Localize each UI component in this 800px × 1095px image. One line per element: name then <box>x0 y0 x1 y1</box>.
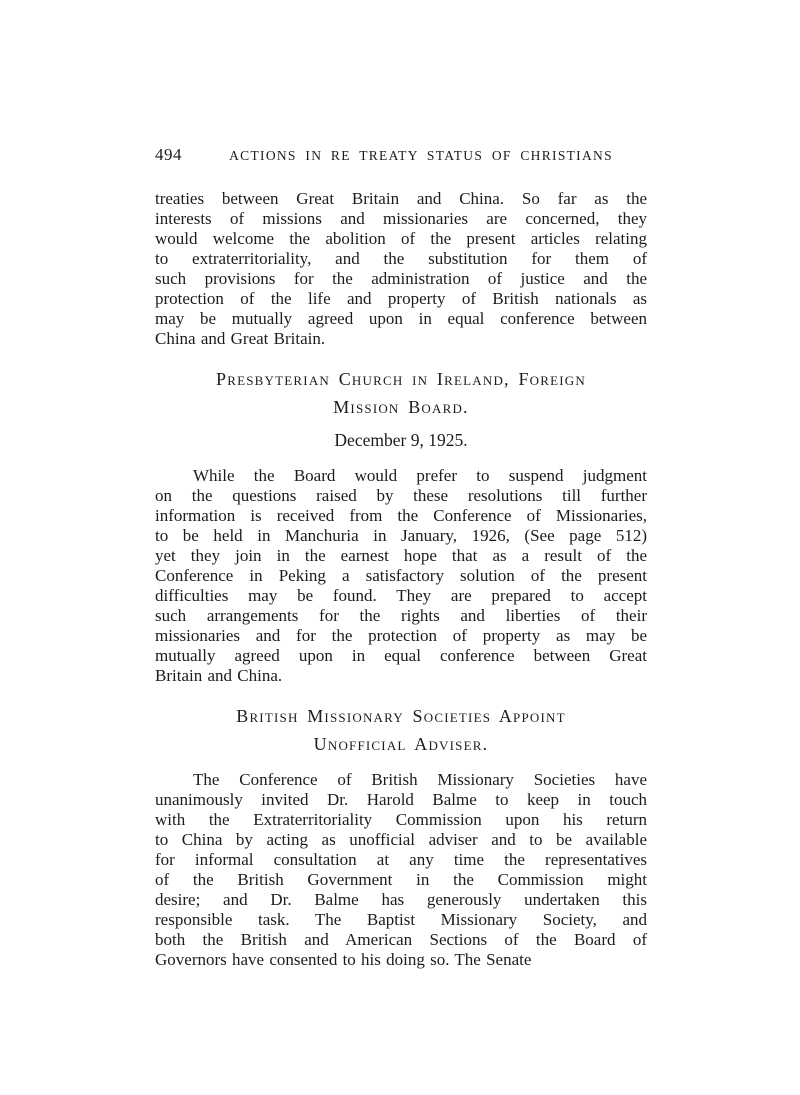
text-line: Conference in Peking a satisfactory solution of the present <box>155 566 647 585</box>
text-line: mutually agreed upon in equal conference between Great <box>155 646 647 665</box>
page-content <box>155 145 647 970</box>
paragraph-british-societies <box>155 770 647 970</box>
text-line: to be held in Manchuria in January, 1926, (See page 512) <box>155 526 647 545</box>
text-line: desire; and Dr. Balme has generously undertaken this <box>155 890 647 909</box>
text-line: both the British and American Sections of the Board of <box>155 930 647 949</box>
paragraph-presbyterian <box>155 466 647 686</box>
text-line: responsible task. The Baptist Missionary Society, and <box>155 910 647 929</box>
heading-line: Presbyterian Church in Ireland, Foreign <box>216 369 586 389</box>
date-line: December 9, 1925. <box>334 430 468 450</box>
text-line: missionaries and for the protection of property as may be <box>155 626 647 645</box>
text-line: While the Board would prefer to suspend judgment <box>193 466 647 485</box>
text-line: would welcome the abolition of the present articles relating <box>155 229 647 248</box>
heading-line: Unofficial Adviser. <box>313 734 489 754</box>
text-line: may be mutually agreed upon in equal conference between <box>155 309 647 328</box>
section-heading-presbyterian <box>155 365 647 421</box>
running-title: ACTIONS IN RE TREATY STATUS OF CHRISTIANS <box>229 148 613 163</box>
text-line: unanimously invited Dr. Harold Balme to keep in touch <box>155 790 647 809</box>
text-line: information is received from the Conference of Missionaries, <box>155 506 647 525</box>
heading-line: British Missionary Societies Appoint <box>236 706 566 726</box>
text-line: difficulties may be found. They are prepared to accept <box>155 586 647 605</box>
text-line: with the Extraterritoriality Commission upon his return <box>155 810 647 829</box>
paragraph-continuation <box>155 189 647 349</box>
text-line: protection of the life and property of British nationals as <box>155 289 647 308</box>
text-line: to extraterritoriality, and the substitution for them of <box>155 249 647 268</box>
text-line: yet they join in the earnest hope that as a result of the <box>155 546 647 565</box>
text-line: such provisions for the administration of justice and the <box>155 269 647 288</box>
text-line: interests of missions and missionaries are concerned, they <box>155 209 647 228</box>
page-number: 494 <box>155 145 182 164</box>
spacer <box>155 758 647 770</box>
heading-line: Mission Board. <box>333 397 469 417</box>
text-line: China and Great Britain. <box>155 329 326 348</box>
text-line: on the questions raised by these resolutions till further <box>155 486 647 505</box>
text-line: treaties between Great Britain and China. So far as the <box>155 189 647 208</box>
text-line: Governors have consented to his doing so. The Senate <box>155 950 532 969</box>
text-line: Britain and China. <box>155 666 283 685</box>
text-line: for informal consultation at any time the representatives <box>155 850 647 869</box>
text-line: The Conference of British Missionary Societies have <box>193 770 647 789</box>
text-line: of the British Government in the Commission might <box>155 870 647 889</box>
text-line: to China by acting as unofficial adviser and to be available <box>155 830 647 849</box>
section-heading-british-societies <box>155 702 647 758</box>
spacer <box>155 450 647 466</box>
running-header <box>155 145 647 165</box>
text-line: such arrangements for the rights and liberties of their <box>155 606 647 625</box>
